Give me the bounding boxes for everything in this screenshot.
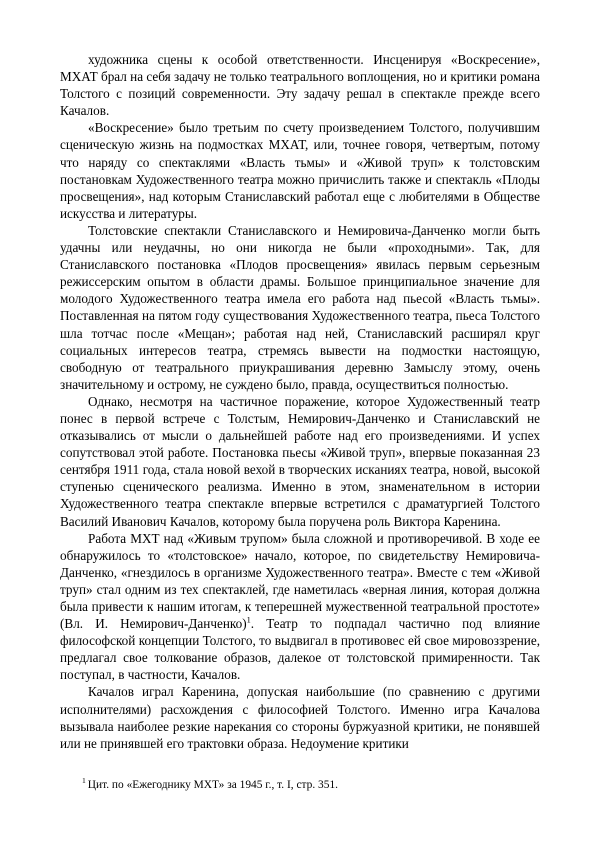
footnote-text: Цит. по «Ежегоднику МХТ» за 1945 г., т. I, стр. 351. [87,779,338,791]
footnote-area [60,778,540,793]
paragraph-5-with-footnote-ref [60,530,540,684]
body-text-column [60,51,540,752]
footnote-number: 1 [82,776,86,786]
paragraph-3: Толстовские спектакли Станиславского и Немировича-Данченко могли быть удачны или неудачны, но они никогда не были «проходными». Так, для Станиславского постановка «Плодов просвещения» явилась первым серьезным режиссерским опытом в области драмы. Большое принципиальное значение для молодого Художественного театра имела его работа над пьесой «Власть тьмы». Поставленная на пятом году существования Художественного театра, пьеса Толстого шла тотчас после «Мещан»; работая над ней, Станиславский расширял круг социальных интересов театра, стремясь вывести на подмостки настоящую, свободную от театрального приукрашивания деревню Замыслу этому, очень значительному и острому, не суждено было, правда, осуществиться полностью. [60,222,540,392]
paragraph-2: «Воскресение» было третьим по счету произведением Толстого, получившим сценическую жизнь на подмостках МХАТ, или, точнее говоря, четвертым, потому что наряду со спектаклями «Власть тьмы» и «Живой труп» к толстовским постановкам Художественного театра можно причислить также и спектакль «Плоды просвещения», над которым Станиславский работал еще с любителями в Обществе искусства и литературы. [60,120,540,221]
footnote-reference-marker[interactable]: 1 [246,615,251,625]
paragraph-6: Качалов играл Каренина, допуская наибольшие (по сравнению с другими исполнителями) расхождения с философией Толстого. Именно игра Качалова вызывала наиболее резкие нарекания со стороны буржуазной критики, не понявшей или не принявшей его трактовки образа. Недоумение критики [60,684,540,751]
footnote-item-1 [60,778,540,793]
paragraph-4: Однако, несмотря на частичное поражение, которое Художественный театр понес в первой встрече с Толстым, Немирович-Данченко и Станиславский не отказывались от мысли о дальнейшей работе над его произведениями. И успех сопутствовал этой работе. Постановка пьесы «Живой труп», впервые показанная 23 сентября 1911 года, стала новой вехой в творческих исканиях театра, новой, высокой ступенью сценического реализма. Именно в этом, знаменательном в истории Художественного театра спектакле впервые встретился с драматургией Толстого Василий Иванович Качалов, которому была поручена роль Виктора Каренина. [60,393,540,529]
paragraph-5-text-before-footnote: Работа МХТ над «Живым трупом» была сложной и противоречивой. В ходе ее обнаружилось то «толстовское» начало, которое, по свидетельству Немировича-Данченко, «гнездилось в организме Художественного театра». Вместе с тем «Живой труп» стал одним из тех спектаклей, где наметилась «верная линия, которая должна была привести к нашим итогам, к теперешней мужественной театральной простоте» (Вл. И. Немирович-Данченко) [60,530,540,632]
paragraph-1: художника сцены к особой ответственности. Инсценируя «Воскресение», МХАТ брал на себя задачу не только театрального воплощения, но и критики романа Толстого с позиций современности. Эту задачу решал в спектакле прежде всего Качалов. [60,52,540,119]
paragraph-5-text-after-footnote: . Театр то подпадал частично под влияние философской концепции Толстого, то выдвигал в противовес ей свое мировоззрение, предлагал свое толкование образов, далекое от толстовской примиренности. Так поступал, в частности, Качалов. [60,616,540,683]
